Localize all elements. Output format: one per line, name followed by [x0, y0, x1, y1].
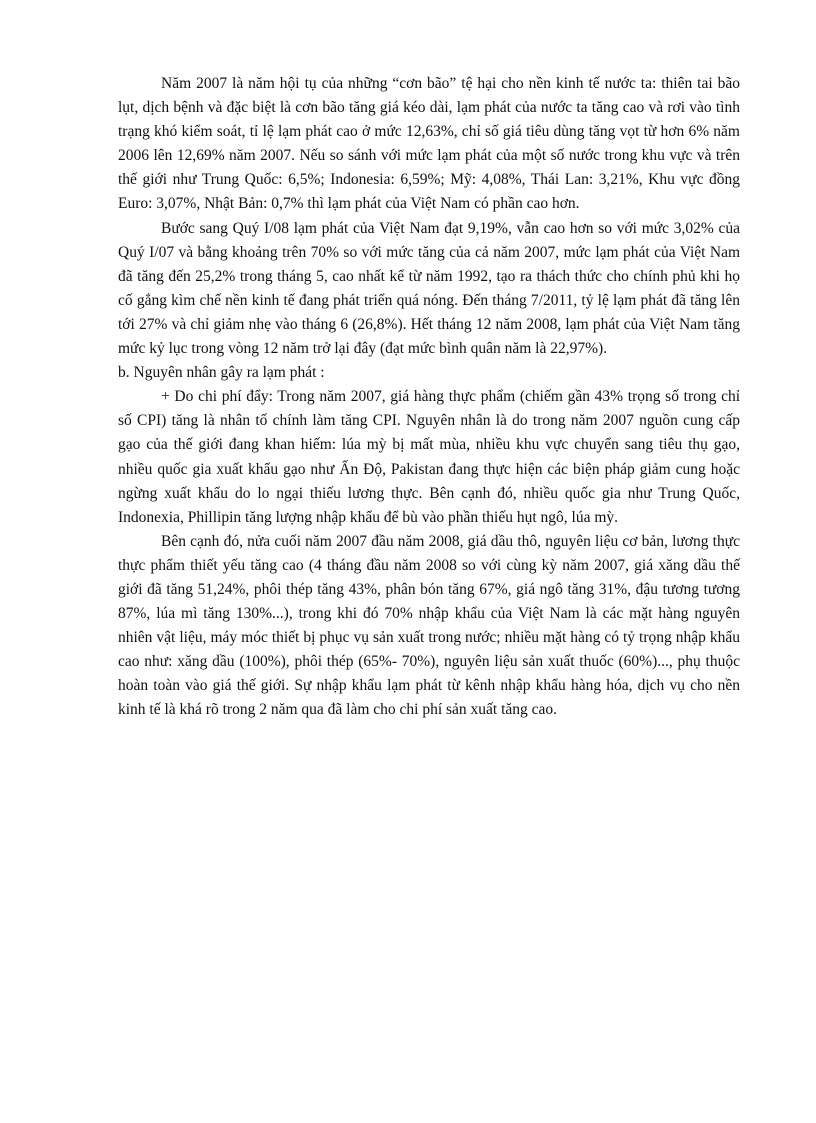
paragraph-inflation-2008: Bước sang Quý I/08 lạm phát của Việt Nam đạt 9,19%, vẫn cao hơn so với mức 3,02% của Quý I/07 và bằng khoảng trên 70% so với mức tăng của cả năm 2007, mức lạm phát của Việt Nam đã tăng đến 25,2% trong tháng 5, cao nhất kể từ năm 1992, tạo ra thách thức cho chính phủ khi họ cố gắng kìm chế nền kinh tế đang phát triển quá nóng. Đến tháng 7/2011, tỷ lệ lạm phát đã tăng lên tới 27% và chỉ giảm nhẹ vào tháng 6 (26,8%). Hết tháng 12 năm 2008, lạm phát của Việt Nam tăng mức kỷ lục trong vòng 12 năm trở lại đây (đạt mức bình quân năm là 22,97%).	[118, 219, 740, 358]
paragraph-inflation-2007: Năm 2007 là năm hội tụ của những “cơn bão” tệ hại cho nền kinh tế nước ta: thiên tai bão lụt, dịch bệnh và đặc biệt là cơn bão tăng giá kéo dài, lạm phát của nước ta tăng cao và rơi vào tình trạng khó kiểm soát, tỉ lệ lạm phát cao ở mức 12,63%, chỉ số giá tiêu dùng tăng vọt từ hơn 6% năm 2006 lên 12,69% năm 2007. Nếu so sánh với mức lạm phát của một số nước trong khu vực và trên thế giới như Trung Quốc: 6,5%; Indonesia: 6,59%; Mỹ: 4,08%, Thái Lan: 3,21%, Khu vực đồng Euro: 3,07%, Nhật Bản: 0,7% thì lạm phát của Việt Nam có phần cao hơn.	[118, 75, 740, 213]
document-body	[118, 72, 740, 723]
paragraph-import-prices: Bên cạnh đó, nửa cuối năm 2007 đầu năm 2008, giá dầu thô, nguyên liệu cơ bản, lương thực thực phẩm thiết yếu tăng cao (4 tháng đầu năm 2008 so với cùng kỳ năm 2007, giá xăng dầu thế giới đã tăng 51,24%, phôi thép tăng 43%, phân bón tăng 67%, giá ngô tăng 31%, đậu tương tương 87%, lúa mì tăng 130%...), trong khi đó 70% nhập khẩu của Việt Nam là các mặt hàng nguyên nhiên vật liệu, máy móc thiết bị phục vụ sản xuất trong nước; nhiều mặt hàng có tỷ trọng nhập khẩu cao như: xăng dầu (100%), phôi thép (65%- 70%), nguyên liệu sản xuất thuốc (60%)..., phụ thuộc hoàn toàn vào giá thế giới. Sự nhập khẩu lạm phát từ kênh nhập khẩu hàng hóa, dịch vụ cho nền kinh tế là khá rõ trong 2 năm qua đã làm cho chi phí sản xuất tăng cao.	[118, 532, 740, 719]
section-heading-causes: b. Nguyên nhân gây ra lạm phát :	[118, 364, 325, 382]
paragraph-cost-push: + Do chi phí đẩy: Trong năm 2007, giá hàng thực phẩm (chiếm gần 43% trọng số trong chỉ số CPI) tăng là nhân tố chính làm tăng CPI. Nguyên nhân là do trong năm 2007 nguồn cung cấp gạo của thế giới đang khan hiếm: lúa mỳ bị mất mùa, nhiều khu vực chuyển sang tiêu thụ gạo, nhiều quốc gia xuất khẩu gạo như Ấn Độ, Pakistan đang thực hiện các biện pháp giảm cung hoặc ngừng xuất khẩu do lo ngại thiếu lương thực. Bên cạnh đó, nhiều quốc gia như Trung Quốc, Indonexia, Phillipin tăng lượng nhập khẩu để bù vào phần thiếu hụt ngô, lúa mỳ.	[118, 388, 740, 526]
